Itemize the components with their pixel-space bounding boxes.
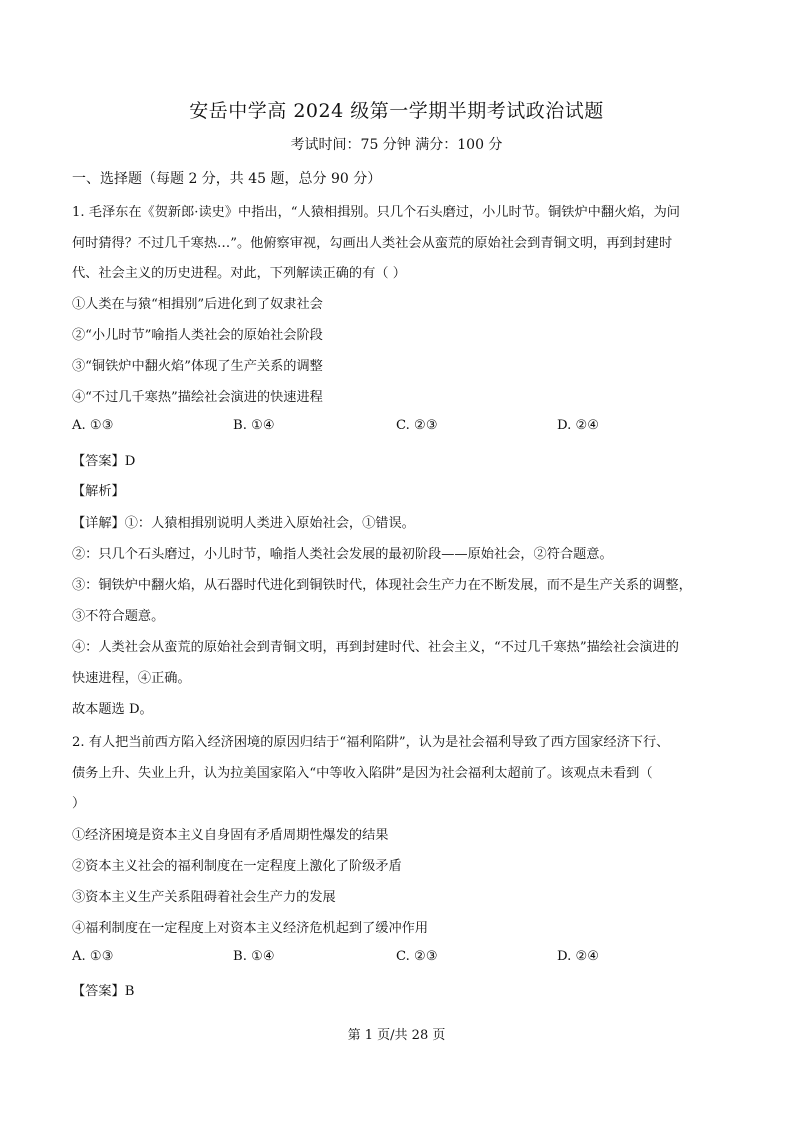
q2-stem-line: 债务上升、失业上升，认为拉美国家陷入“中等收入陷阱”是因为社会福利太超前了。该观点未看到（: [72, 766, 653, 781]
q1-analysis-line: 快速进程，④正确。: [72, 671, 191, 686]
q1-analysis-line: 故本题选 D。: [72, 702, 153, 717]
q2-statement: ④福利制度在一定程度上对资本主义经济危机起到了缓冲作用: [72, 921, 429, 936]
q1-analysis-line: ②：只几个石头磨过，小儿时节，喻指人类社会发展的最初阶段——原始社会，②符合题意。: [72, 547, 613, 562]
q1-stem-line: 1. 毛泽东在《贺新郎·读史》中指出，“人猿相揖别。只几个石头磨过，小儿时节。铜铁炉中翻火焰，为问: [72, 205, 680, 220]
q2-statement: ②资本主义社会的福利制度在一定程度上激化了阶级矛盾: [72, 859, 402, 874]
q2-answer: 【答案】B: [72, 984, 135, 999]
section-heading: 一、选择题（每题 2 分，共 45 题，总分 90 分）: [72, 171, 382, 187]
q1-statement: ③“铜铁炉中翻火焰”体现了生产关系的调整: [72, 359, 323, 374]
q2-option-d: D. ②④: [557, 949, 600, 964]
q1-option-a: A. ①③: [72, 418, 114, 433]
q1-analysis-line: ④：人类社会从蛮荒的原始社会到青铜文明，再到封建时代、社会主义，“不过几千寒热”描绘社会演进的: [72, 640, 679, 655]
page-number: 第 1 页/共 28 页: [347, 1028, 446, 1043]
q2-statement: ①经济困境是资本主义自身固有矛盾周期性爆发的结果: [72, 828, 389, 843]
q1-option-d: D. ②④: [557, 418, 600, 433]
q1-analysis-line: ③：铜铁炉中翻火焰，从石器时代进化到铜铁时代，体现社会生产力在不断发展，而不是生产关系的调整，: [72, 578, 692, 593]
q1-statement: ①人类在与猿“相揖别”后进化到了奴隶社会: [72, 297, 323, 312]
q2-option-c: C. ②③: [396, 949, 438, 964]
q1-statement: ④“不过几千寒热”描绘社会演进的快速进程: [72, 390, 323, 405]
q2-option-a: A. ①③: [72, 949, 114, 964]
q2-statement: ③资本主义生产关系阻碍着社会生产力的发展: [72, 890, 336, 905]
exam-info: 考试时间：75 分钟 满分：100 分: [290, 137, 503, 153]
q1-analysis-line: ③不符合题意。: [72, 609, 165, 624]
q2-stem-line: 2. 有人把当前西方陷入经济困境的原因归结于“福利陷阱”，认为是社会福利导致了西方国家经济下行、: [72, 735, 670, 750]
q2-stem-line: ）: [72, 796, 86, 811]
q1-option-b: B. ①④: [233, 418, 275, 433]
q1-option-c: C. ②③: [396, 418, 438, 433]
q1-stem-line: 代、社会主义的历史进程。对此，下列解读正确的有（ ）: [72, 266, 406, 281]
page-title: 安岳中学高 2024 级第一学期半期考试政治试题: [189, 100, 604, 122]
q2-option-b: B. ①④: [233, 949, 275, 964]
q1-answer: 【答案】D: [72, 454, 136, 469]
q1-stem-line: 何时猜得？不过几千寒热…”。他俯察审视，勾画出人类社会从蛮荒的原始社会到青铜文明，再到封建时: [72, 236, 673, 251]
q1-analysis-label: 【解析】: [72, 484, 125, 499]
q1-statement: ②“小儿时节”喻指人类社会的原始社会阶段: [72, 328, 323, 343]
q1-analysis-line: 【详解】①：人猿相揖别说明人类进入原始社会，①错误。: [72, 516, 415, 531]
